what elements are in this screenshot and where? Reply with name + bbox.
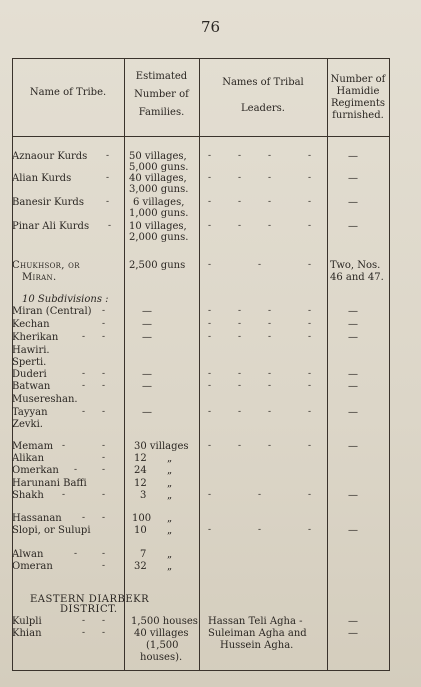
table-row: Memam - - 30 villages - - - - — — [12, 441, 358, 452]
ditto-mark: „ — [167, 478, 173, 489]
regiments: — — [348, 197, 358, 208]
table-row: Banesir Kurds - 6 villages, - - - - — — [12, 197, 358, 208]
tribe-name: Banesir Kurds — [12, 197, 84, 208]
estimated-families: 100 — [132, 513, 152, 524]
estimated-families: 10 villages, — [129, 221, 187, 232]
table-row — [12, 231, 390, 244]
tribe-name: Miran (Central) — [12, 306, 92, 317]
estimated-families: 50 villages, — [129, 151, 187, 162]
ditto-mark: „ — [167, 465, 173, 476]
tribe-name: Chukhsor, or — [12, 260, 80, 271]
estimated-families: 2,000 guns. — [129, 232, 189, 243]
tribe-name: Duderi — [12, 369, 47, 380]
table-row: Kechan - — - - - - — — [12, 319, 358, 330]
header-leaders-line-2: Leaders. — [241, 103, 285, 114]
table-row: Aznaour Kurds - 50 villages, - - - - — — [12, 151, 358, 162]
estimated-families: 40 villages — [134, 628, 189, 639]
estimated-families: — — [142, 332, 152, 343]
estimated-families: 12 — [134, 453, 147, 464]
table-row — [12, 418, 390, 431]
tribe-name: Slopi, or Sulupi — [12, 525, 91, 536]
tribe-name: Miran. — [22, 272, 57, 283]
tribe-name: Khian — [12, 628, 42, 639]
table-row — [12, 183, 390, 196]
table-row: Duderi - - — - - - - — — [12, 369, 358, 380]
table-row — [12, 393, 390, 406]
header-hamidie-regiments — [327, 74, 389, 122]
estimated-families: 32 — [134, 561, 147, 572]
ditto-mark: „ — [167, 453, 173, 464]
table-row — [12, 207, 390, 220]
estimated-families: 30 villages — [134, 441, 189, 452]
tribe-name: Aznaour Kurds — [12, 151, 88, 162]
ditto-mark: „ — [167, 525, 173, 536]
tribe-name: Pinar Ali Kurds — [12, 221, 90, 232]
estimated-families: 1,000 guns. — [129, 208, 189, 219]
table-row: Miran (Central) - — - - - - — — [12, 306, 358, 317]
header-bottom-rule — [12, 136, 390, 137]
table-row: Slopi, or Sulupi 10 „ - - - — — [12, 525, 358, 536]
estimated-families: 12 — [134, 478, 147, 489]
regiments: — — [348, 319, 358, 330]
table-row: Chukhsor, or 2,500 guns - - - Two, Nos. — [12, 260, 381, 271]
tribe-name: Shakh — [12, 490, 44, 501]
ditto-mark: „ — [167, 513, 173, 524]
estimated-families: — — [142, 381, 152, 392]
table-row: Hassanan - - 100 „ — [12, 513, 173, 524]
estimated-families: — — [142, 407, 152, 418]
table-row: Batwan - - — - - - - — — [12, 381, 358, 392]
tribe-name: Hawiri. — [12, 345, 50, 356]
regiments: — — [348, 306, 358, 317]
tribal-leader: Suleiman Agha and — [208, 628, 307, 639]
tribe-name: Kechan — [12, 319, 50, 330]
tribe-name: Harunani Baffi — [12, 478, 87, 489]
estimated-families: (1,500 — [146, 640, 179, 651]
regiments: — — [348, 151, 358, 162]
table-row: Alwan - - 7 „ — [12, 549, 173, 560]
header-reg-line-2: Hamidie — [336, 86, 380, 97]
tribal-leader: Hussein Agha. — [220, 640, 294, 651]
regiments: — — [348, 369, 358, 380]
table-bottom-rule — [12, 670, 390, 671]
estimated-families: 5,000 guns. — [129, 162, 189, 173]
table-row: Kulpli - - 1,500 houses Hassan Teli Agha - — — [12, 616, 358, 627]
table-row: Khian - - 40 villages Suleiman Agha and — — [12, 628, 358, 639]
header-reg-line-3: Regiments — [330, 98, 386, 109]
header-estimated-families — [124, 70, 199, 120]
tribe-name: Alikan — [12, 453, 45, 464]
estimated-families: — — [142, 306, 152, 317]
regiments: — — [348, 616, 358, 627]
tribe-name: Omerkan — [12, 465, 59, 476]
regiments: — — [348, 490, 358, 501]
header-reg-line-1: Number of — [330, 74, 386, 85]
table-row: Tayyan - - — - - - - — — [12, 407, 358, 418]
regiments: — — [348, 441, 358, 452]
regiments: 46 and 47. — [330, 272, 384, 283]
regiments: — — [348, 381, 358, 392]
ditto-mark: „ — [167, 561, 173, 572]
subdivisions-heading: 10 Subdivisions : — [22, 294, 109, 305]
tribe-name: Batwan — [12, 381, 51, 392]
estimated-families: houses). — [140, 652, 183, 663]
table-row: Kherikan - - — - - - - — — [12, 332, 358, 343]
tribe-name: Kulpli — [12, 616, 42, 627]
table-row: Omerkan - - 24 „ — [12, 465, 173, 476]
ditto-mark: „ — [167, 490, 173, 501]
regiments: — — [348, 407, 358, 418]
header-reg-line-4: furnished. — [332, 110, 384, 121]
tribe-name: Alian Kurds — [12, 173, 72, 184]
table-top-rule — [12, 58, 390, 59]
estimated-families: 7 — [140, 549, 147, 560]
header-est-line-2: Number of — [134, 89, 189, 100]
estimated-families: 10 — [134, 525, 147, 536]
tribe-name: Tayyan — [12, 407, 48, 418]
table-row: Shakh - - 3 „ - - - — — [12, 490, 358, 501]
regiments: — — [348, 173, 358, 184]
table-row: Alian Kurds - 40 villages, - - - - — — [12, 173, 358, 184]
tribe-name: Memam — [12, 441, 54, 452]
regiments: — — [348, 525, 358, 536]
tribe-name: Omeran — [12, 561, 53, 572]
header-name-of-tribe: Name of Tribe. — [29, 87, 107, 98]
tribal-leader: Hassan Teli Agha - — [208, 616, 303, 627]
tribe-name: Kherikan — [12, 332, 59, 343]
header-est-line-3: Families. — [138, 107, 185, 118]
estimated-families: 1,500 houses — [131, 616, 198, 627]
table-row: Omeran - 32 „ — [12, 561, 173, 572]
estimated-families: — — [142, 319, 152, 330]
regiments: — — [348, 628, 358, 639]
estimated-families: 40 villages, — [129, 173, 187, 184]
table-row — [12, 651, 390, 664]
estimated-families: 24 — [134, 465, 147, 476]
tribe-name: Zevki. — [12, 419, 43, 430]
tribe-name: Musereshan. — [12, 394, 78, 405]
table-row: Alikan - 12 „ — [12, 453, 173, 464]
regiments: — — [348, 332, 358, 343]
estimated-families: 2,500 guns — [129, 260, 186, 271]
tribe-name: Sperti. — [12, 357, 47, 368]
ditto-mark: „ — [167, 549, 173, 560]
regiments: — — [348, 221, 358, 232]
estimated-families: 3,000 guns. — [129, 184, 189, 195]
header-est-line-1: Estimated — [135, 71, 188, 82]
regiments: Two, Nos. — [330, 260, 381, 271]
tribe-name: Hassanan — [12, 513, 62, 524]
table-row — [12, 271, 390, 284]
header-leaders-line-1: Names of Tribal — [222, 77, 304, 88]
page-number: 76 — [200, 18, 221, 36]
tribe-name: Alwan — [12, 549, 44, 560]
section-heading: DISTRICT. — [60, 604, 118, 615]
table-row: Pinar Ali Kurds - 10 villages, - - - - — — [12, 221, 358, 232]
section-heading: EASTERN DIARBEKR — [30, 594, 150, 605]
estimated-families: 6 villages, — [133, 197, 185, 208]
header-tribal-leaders — [199, 76, 327, 116]
estimated-families: — — [142, 369, 152, 380]
estimated-families: 3 — [140, 490, 147, 501]
